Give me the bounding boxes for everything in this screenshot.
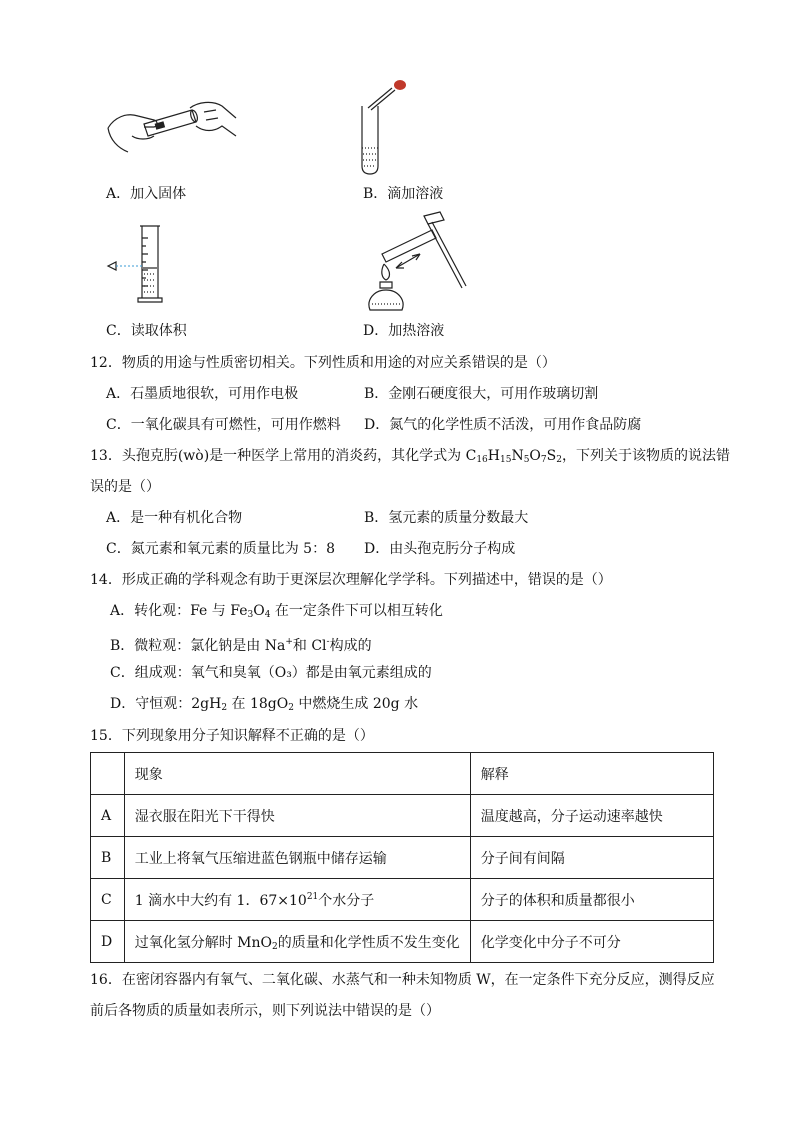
q13-option-a: A．是一种有机化合物 <box>106 510 243 526</box>
row-explanation: 温度越高，分子运动速率越快 <box>470 795 713 837</box>
q13-stem <box>90 446 730 470</box>
row-phenomenon: 工业上将氧气压缩进蓝色钢瓶中储存运输 <box>124 837 470 879</box>
q13-stem-pre: 13．头孢克肟(wò)是一种医学上常用的消炎药，其化学式为 C <box>90 448 477 464</box>
table-row <box>91 837 714 879</box>
q13-stem-post: ，下列关于该物质的说法错 <box>561 448 730 464</box>
q11-option-b: B．滴加溶液 <box>363 186 444 202</box>
q14-d-text: D．守恒观：2gH <box>110 696 222 712</box>
q13-formula-part: H <box>487 448 500 464</box>
row-explanation: 分子间有间隔 <box>470 837 713 879</box>
row-phenomenon <box>124 921 470 963</box>
q14-b-sup: + <box>285 637 293 647</box>
q14-d-text: 在 18gO <box>227 696 289 712</box>
q12-option-d: D．氮气的化学性质不活泼，可用作食品防腐 <box>364 417 642 433</box>
table-row <box>91 795 714 837</box>
q12-option-c: C．一氧化碳具有可燃性，可用作燃料 <box>106 417 341 433</box>
q14-option-a <box>110 601 443 625</box>
q11-option-c: C．读取体积 <box>106 323 187 339</box>
q13-formula-part: O <box>529 448 541 464</box>
q13-formula-part: 2 <box>556 455 562 465</box>
table-row <box>91 879 714 921</box>
row-key: C <box>91 879 125 921</box>
q11-option-a: A．加入固体 <box>106 186 187 202</box>
row-phenomenon-text: 个水分子 <box>318 892 375 909</box>
q14-stem: 14．形成正确的学科观念有助于更深层次理解化学学科。下列描述中，错误的是（） <box>90 572 612 588</box>
row-explanation: 化学变化中分子不可分 <box>470 921 713 963</box>
row-phenomenon-sup: 21 <box>306 891 319 902</box>
row-key: D <box>91 921 125 963</box>
q12-option-b: B．金刚石硬度很大，可用作玻璃切割 <box>364 386 599 402</box>
figure-heating-solution <box>362 210 472 312</box>
q15-stem: 15．下列现象用分子知识解释不正确的是（） <box>90 728 374 744</box>
table-header-cell: 现象 <box>124 753 470 795</box>
q14-a-text: 在一定条件下可以相互转化 <box>270 603 443 619</box>
table-header-cell: 解释 <box>470 753 713 795</box>
q13-formula-part: 5 <box>523 455 530 465</box>
row-phenomenon-text: 1 滴水中大约有 1．67×10 <box>134 892 307 909</box>
q12-option-a: A．石墨质地很软，可用作电极 <box>106 386 299 402</box>
table-row <box>91 921 714 963</box>
row-phenomenon-text: 过氧化氢分解时 MnO <box>134 934 273 951</box>
q14-d-sub: 2 <box>221 703 228 713</box>
q15-table <box>90 752 714 963</box>
q16-stem-line1: 16．在密闭容器内有氧气、二氧化碳、水蒸气和一种未知物质 W，在一定条件下充分反应，测得反应 <box>90 972 715 988</box>
figure-reading-volume <box>106 222 176 304</box>
q14-option-d <box>110 694 418 718</box>
figure-dropping-solution <box>352 78 412 178</box>
q14-a-text: O <box>253 603 265 619</box>
q14-b-text: B．微粒观：氯化钠是由 Na <box>110 638 286 654</box>
row-phenomenon-text: 的质量和化学性质不发生变化 <box>277 934 460 951</box>
q14-d-text: 中燃烧生成 20g 水 <box>293 696 419 712</box>
row-phenomenon-sub: 2 <box>272 941 278 952</box>
row-phenomenon: 湿衣服在阳光下干得快 <box>124 795 470 837</box>
q14-d-sub: 2 <box>288 703 294 713</box>
q14-option-c: C．组成观：氧气和臭氧（O₃）都是由氧元素组成的 <box>110 665 432 681</box>
q13-formula-part: 16 <box>476 455 488 465</box>
figure-adding-solid <box>104 96 244 162</box>
q12-stem: 12．物质的用途与性质密切相关。下列性质和用途的对应关系错误的是（） <box>90 355 556 371</box>
row-phenomenon <box>124 879 470 921</box>
q13-option-c: C．氮元素和氧元素的质量比为 5：8 <box>106 541 335 557</box>
q13-stem-line2: 误的是（） <box>90 479 160 495</box>
q13-formula-part: 15 <box>499 455 512 465</box>
q13-formula-part: S <box>546 448 557 464</box>
q13-option-b: B．氢元素的质量分数最大 <box>364 510 529 526</box>
q14-a-sub: 3 <box>247 610 254 620</box>
table-header-row <box>91 753 714 795</box>
q14-a-text: A．转化观：Fe 与 Fe <box>110 603 248 619</box>
row-key: A <box>91 795 125 837</box>
table-header-cell <box>91 753 125 795</box>
q14-b-text: 和 Cl <box>292 638 327 654</box>
q13-option-d: D．由头孢克肟分子构成 <box>364 541 516 557</box>
row-explanation: 分子的体积和质量都很小 <box>470 879 713 921</box>
q14-b-sup: - <box>326 637 330 647</box>
q13-formula-part: N <box>511 448 524 464</box>
q13-formula-part: 7 <box>540 455 547 465</box>
q14-b-text: 构成的 <box>329 638 372 654</box>
q16-stem-line2: 前后各物质的质量如表所示，则下列说法中错误的是（） <box>90 1003 440 1019</box>
q11-option-d: D．加热溶液 <box>363 323 445 339</box>
q14-option-b <box>110 632 372 656</box>
row-key: B <box>91 837 125 879</box>
q14-a-sub: 4 <box>264 610 271 620</box>
